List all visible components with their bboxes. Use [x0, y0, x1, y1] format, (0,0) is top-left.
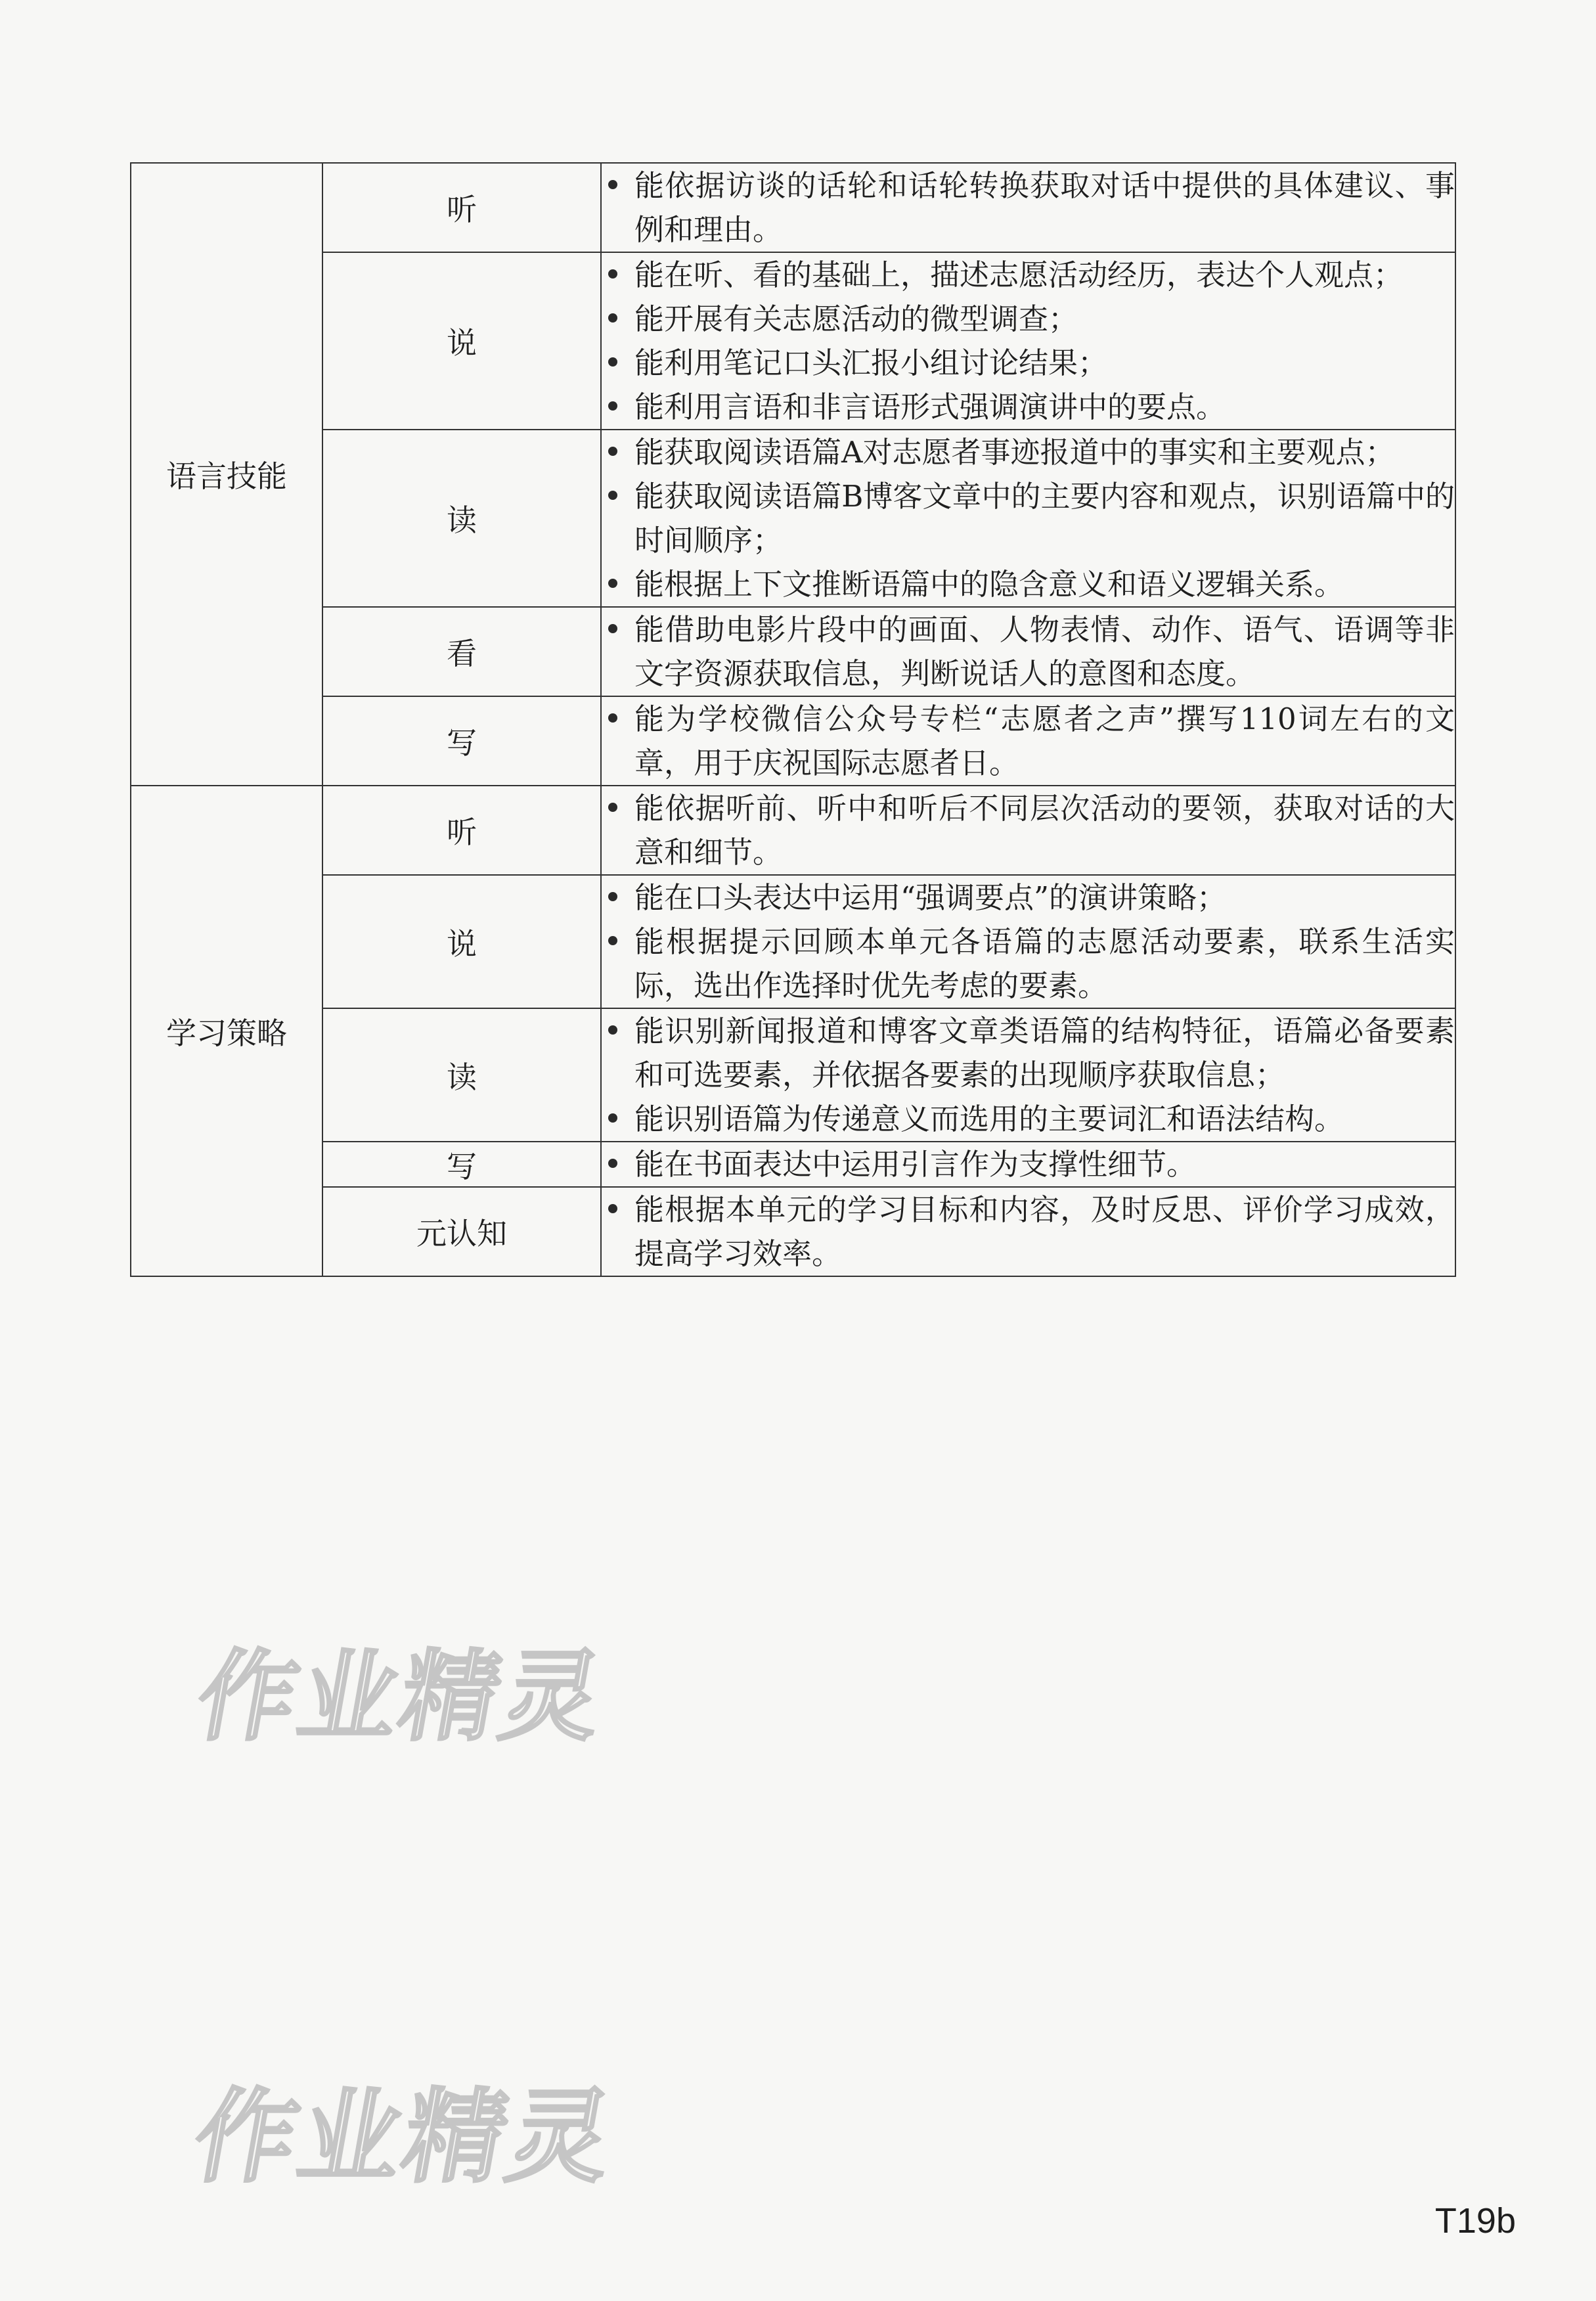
watermark: 作业精灵 — [188, 1640, 613, 1754]
bullet-item: 能根据提示回顾本单元各语篇的志愿活动要素，联系生活实际，选出作选择时优先考虑的要素。 — [602, 920, 1455, 1008]
skill-cell: 说 — [322, 875, 601, 1008]
table-row — [131, 430, 1455, 607]
bullet-list — [602, 876, 1455, 1008]
bullet-item: 能在书面表达中运用引言作为支撑性细节。 — [602, 1142, 1455, 1186]
bullet-item: 能根据上下文推断语篇中的隐含意义和语义逻辑关系。 — [602, 562, 1455, 606]
bullet-item: 能开展有关志愿活动的微型调查； — [602, 297, 1455, 341]
bullet-list — [602, 1009, 1455, 1141]
description-cell — [601, 786, 1455, 875]
description-cell — [601, 252, 1455, 430]
category-cell: 学习策略 — [131, 786, 322, 1276]
table-row — [131, 696, 1455, 786]
bullet-list — [602, 253, 1455, 429]
description-cell — [601, 430, 1455, 607]
table-row — [131, 607, 1455, 696]
description-cell — [601, 607, 1455, 696]
bullet-list — [602, 608, 1455, 696]
bullet-item: 能利用笔记口头汇报小组讨论结果； — [602, 341, 1455, 385]
description-cell — [601, 696, 1455, 786]
unit-goals-table — [130, 162, 1456, 1277]
skill-cell: 听 — [322, 163, 601, 252]
skill-cell: 写 — [322, 696, 601, 786]
bullet-list — [602, 697, 1455, 785]
bullet-item: 能依据访谈的话轮和话轮转换获取对话中提供的具体建议、事例和理由。 — [602, 164, 1455, 252]
bullet-list — [602, 164, 1455, 252]
table-row — [131, 875, 1455, 1008]
skill-cell: 读 — [322, 430, 601, 607]
table-row — [131, 786, 1455, 875]
table-row — [131, 1008, 1455, 1142]
description-cell — [601, 875, 1455, 1008]
bullet-list — [602, 1142, 1455, 1186]
bullet-item: 能识别语篇为传递意义而选用的主要词汇和语法结构。 — [602, 1097, 1455, 1141]
bullet-item: 能获取阅读语篇A对志愿者事迹报道中的事实和主要观点； — [602, 430, 1455, 474]
bullet-item: 能根据本单元的学习目标和内容，及时反思、评价学习成效，提高学习效率。 — [602, 1188, 1455, 1276]
bullet-item: 能识别新闻报道和博客文章类语篇的结构特征，语篇必备要素和可选要素，并依据各要素的出现顺序获取信息； — [602, 1009, 1455, 1097]
table-row — [131, 1187, 1455, 1276]
bullet-item: 能获取阅读语篇B博客文章中的主要内容和观点，识别语篇中的时间顺序； — [602, 474, 1455, 562]
bullet-item: 能借助电影片段中的画面、人物表情、动作、语气、语调等非文字资源获取信息，判断说话人的意图和态度。 — [602, 608, 1455, 696]
bullet-list — [602, 430, 1455, 606]
unit-goals-table-body — [131, 163, 1455, 1276]
skill-cell: 读 — [322, 1008, 601, 1142]
bullet-item: 能在听、看的基础上，描述志愿活动经历，表达个人观点； — [602, 253, 1455, 297]
skill-cell: 元认知 — [322, 1187, 601, 1276]
description-cell — [601, 1142, 1455, 1187]
description-cell — [601, 1187, 1455, 1276]
table-row — [131, 252, 1455, 430]
category-cell: 语言技能 — [131, 163, 322, 786]
bullet-item: 能在口头表达中运用“强调要点”的演讲策略； — [602, 876, 1455, 920]
bullet-list — [602, 786, 1455, 874]
skill-cell: 说 — [322, 252, 601, 430]
description-cell — [601, 163, 1455, 252]
skill-cell: 看 — [322, 607, 601, 696]
table-row — [131, 1142, 1455, 1187]
table-row — [131, 163, 1455, 252]
watermark: 作业精灵 — [185, 2078, 624, 2197]
bullet-list — [602, 1188, 1455, 1276]
page-number: T19b — [1434, 2201, 1516, 2241]
description-cell — [601, 1008, 1455, 1142]
bullet-item: 能为学校微信公众号专栏“志愿者之声”撰写110词左右的文章，用于庆祝国际志愿者日。 — [602, 697, 1455, 785]
bullet-item: 能依据听前、听中和听后不同层次活动的要领，获取对话的大意和细节。 — [602, 786, 1455, 874]
skill-cell: 听 — [322, 786, 601, 875]
bullet-item: 能利用言语和非言语形式强调演讲中的要点。 — [602, 385, 1455, 429]
skill-cell: 写 — [322, 1142, 601, 1187]
